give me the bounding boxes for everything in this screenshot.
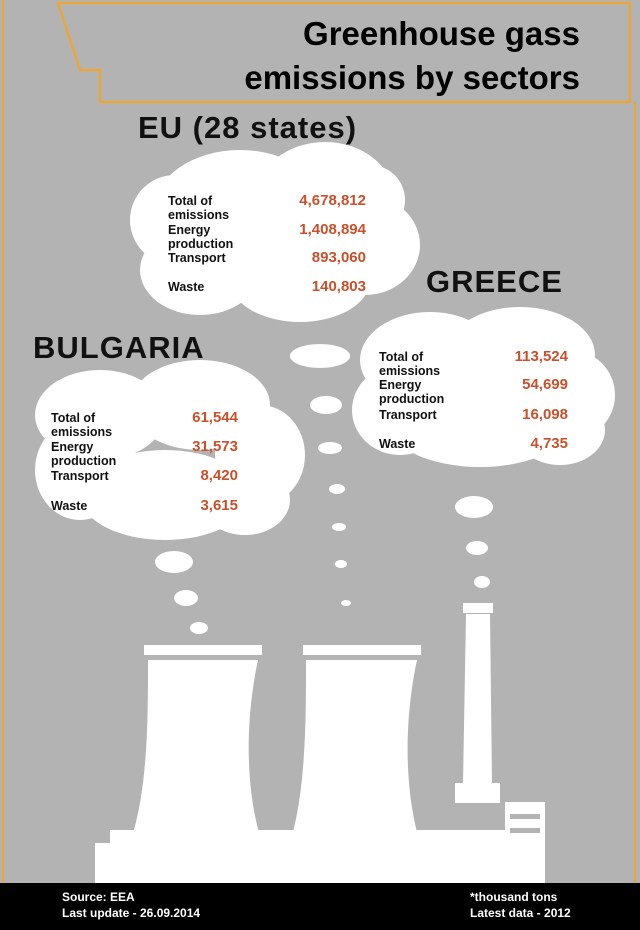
footer-bar [0,883,640,930]
greece-waste-value: 4,735 [530,435,568,452]
power-plant [95,603,545,883]
bulgaria-energy-value: 31,573 [192,438,238,455]
page-title-line-1: Greenhouse gass [303,15,580,52]
footer-latest-data: Latest data - 2012 [470,906,571,920]
bulgaria-energy-label: Energy production [51,440,117,468]
greece-transport-label: Transport [379,408,437,422]
bulgaria-waste-label: Waste [51,499,88,513]
eu-energy-value: 1,408,894 [299,221,366,238]
bulgaria-waste-value: 3,615 [200,497,238,514]
bulgaria-transport-label: Transport [51,469,109,483]
greece-energy-label: Energy production [379,378,445,406]
eu-total-value: 4,678,812 [299,192,366,209]
greece-transport-value: 16,098 [522,406,568,423]
bulgaria-transport-value: 8,420 [200,467,238,484]
eu-region-title: EU (28 states) [138,110,358,145]
eu-waste-value: 140,803 [311,278,366,295]
page-title-line-2: emissions by sectors [244,59,580,96]
bulgaria-region-title: BULGARIA [33,330,205,365]
greece-waste-label: Waste [379,437,416,451]
eu-energy-label: Energy production [168,223,234,251]
footer-last-update: Last update - 26.09.2014 [62,906,201,920]
footer-unit-note: *thousand tons [470,890,558,904]
eu-transport-value: 893,060 [311,249,366,266]
bulgaria-total-value: 61,544 [192,409,238,426]
bulgaria-total-label: Total of emissions [51,411,113,439]
greece-total-value: 113,524 [514,348,568,365]
eu-total-label: Total of emissions [168,194,230,222]
eu-transport-label: Transport [168,251,226,265]
greece-energy-value: 54,699 [522,376,568,393]
greece-region-title: GREECE [426,264,563,299]
greece-total-label: Total of emissions [379,350,441,378]
footer-source: Source: EEA [62,890,135,904]
eu-waste-label: Waste [168,280,205,294]
